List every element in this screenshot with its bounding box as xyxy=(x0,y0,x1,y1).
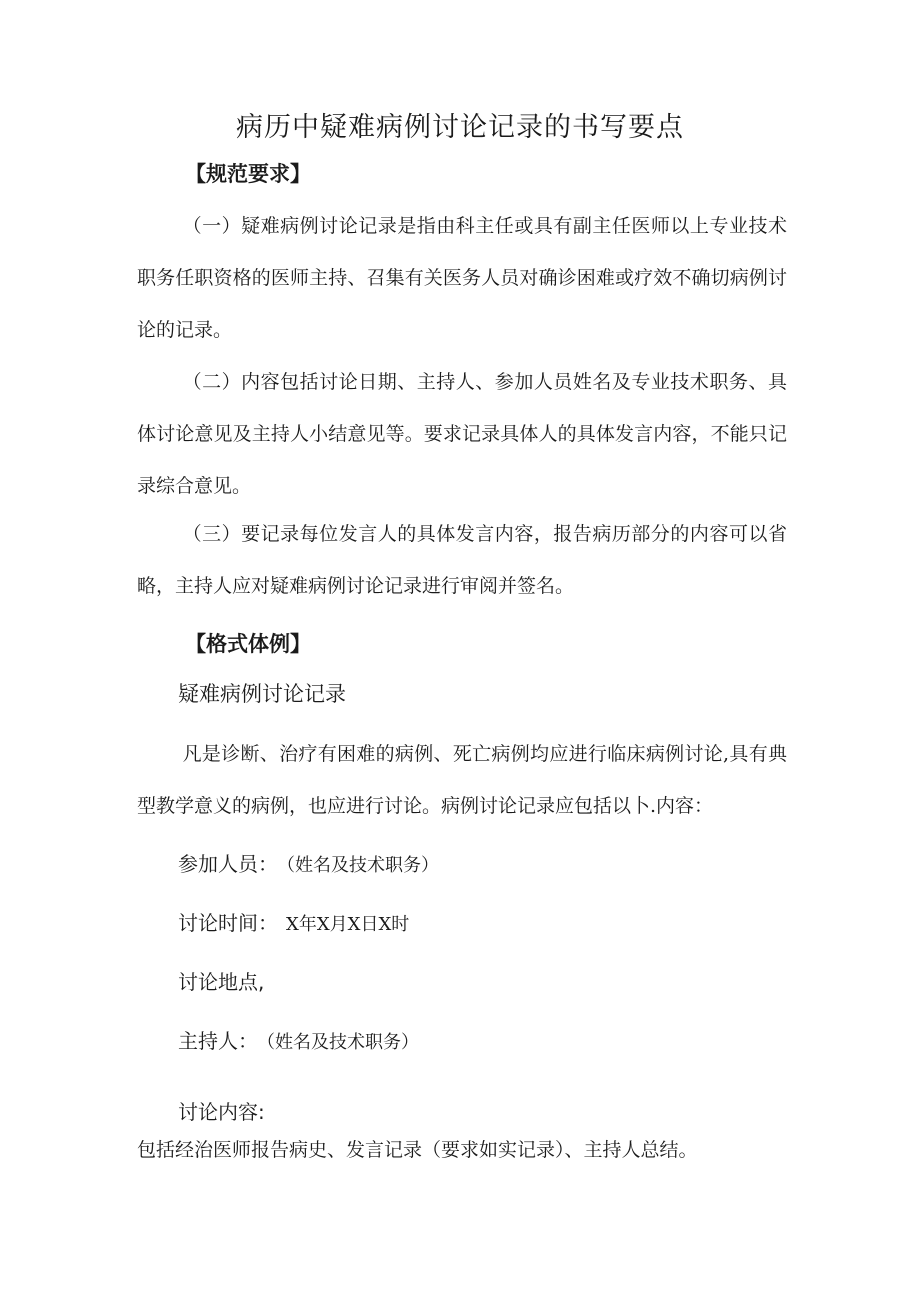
field-label: 讨论内容: xyxy=(178,1100,265,1124)
discussion-content-note: 包括经治医师报告病史、发言记录（要求如实记录）、主持人总结。 xyxy=(137,1139,698,1161)
field-host xyxy=(178,1025,419,1059)
field-value: （姓名及技术职务） xyxy=(286,855,439,876)
field-label: 讨论地点, xyxy=(178,970,265,994)
section-heading-requirements: 【规范要求】 xyxy=(185,162,311,186)
field-label: 参加人员： xyxy=(178,852,278,876)
document-title: 病历中疑难病例讨论记录的书写要点 xyxy=(236,112,684,143)
field-discussion-location xyxy=(178,966,272,1000)
form-title: 疑难病例讨论记录 xyxy=(178,682,346,706)
field-label: 主持人： xyxy=(178,1029,258,1053)
field-value: X年X月X日X时 xyxy=(286,914,410,935)
requirement-paragraph-3: （三）要记录每位发言人的具体发言内容，报告病历部分的内容可以省略，主持人应对疑难病例讨论记录进行审阅并签名。 xyxy=(137,523,787,597)
field-discussion-content xyxy=(178,1096,273,1130)
field-label: 讨论时间： xyxy=(178,911,278,935)
format-intro-paragraph: 凡是诊断、治疗有困难的病例、死亡病例均应进行临床病例讨论,具有典型教学意义的病例，也应进行讨论。病例讨论记录应包括以卜.内容： xyxy=(137,743,787,817)
requirement-paragraph-1: （一）疑难病例讨论记录是指由科主任或具有副主任医师以上专业技术职务任职资格的医师主持、召集有关医务人员对确诊困难或疗效不确切病例讨论的记录。 xyxy=(137,215,787,341)
field-value: （姓名及技术职务） xyxy=(266,1032,419,1053)
requirement-paragraph-2: （二）内容包括讨论日期、主持人、参加人员姓名及专业技术职务、具体讨论意见及主持人小结意见等。要求记录具体人的具体发言内容，不能只记录综合意见。 xyxy=(137,371,787,497)
field-discussion-time xyxy=(178,907,409,941)
field-participants xyxy=(178,848,439,882)
section-heading-format: 【格式体例】 xyxy=(185,632,311,656)
